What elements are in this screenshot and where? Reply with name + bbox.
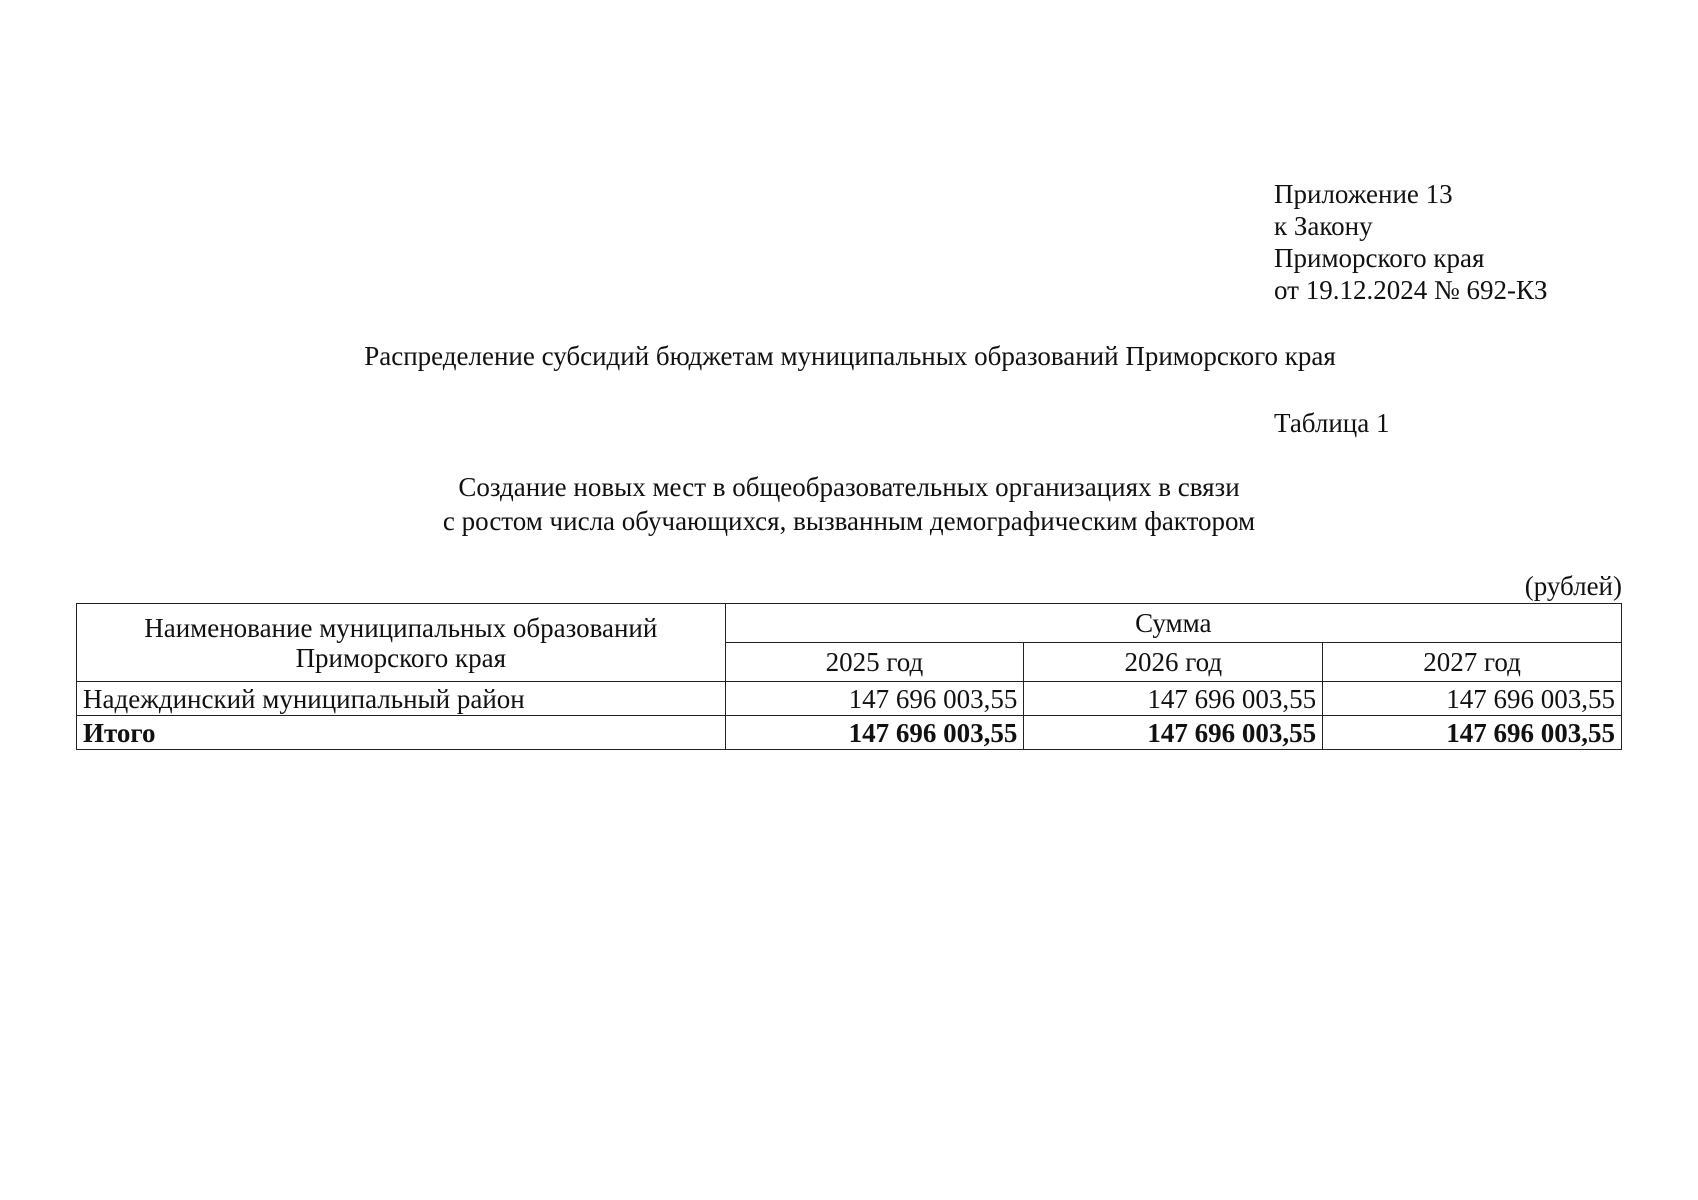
- document-title-text: Распределение субсидий бюджетам муниципальных образований Приморского края: [364, 341, 1336, 371]
- appendix-line-1: Приложение 13: [1274, 179, 1453, 209]
- row-value-2026: 147 696 003,55: [1024, 682, 1323, 716]
- header-name-line-2: Приморского края: [295, 642, 506, 673]
- table-row: [77, 682, 1622, 716]
- total-value-2026: 147 696 003,55: [1024, 716, 1323, 750]
- appendix-block: [1274, 178, 1547, 306]
- header-year-2027: 2027 год: [1323, 643, 1622, 682]
- units-label: (рублей): [1524, 571, 1622, 601]
- header-year-2025: 2025 год: [725, 643, 1024, 682]
- header-year-2026: 2026 год: [1024, 643, 1323, 682]
- table-title-line-1: Создание новых мест в общеобразовательных организациях в связи: [458, 472, 1240, 502]
- subsidy-table: [76, 603, 1622, 750]
- table-title-line-2: с ростом числа обучающихся, вызванным демографическим фактором: [442, 506, 1256, 536]
- appendix-line-3: Приморского края: [1274, 243, 1485, 273]
- document-title: [0, 340, 1698, 372]
- total-label: Итого: [77, 716, 726, 750]
- row-value-2025: 147 696 003,55: [725, 682, 1024, 716]
- appendix-line-4: от 19.12.2024 № 692-КЗ: [1274, 275, 1548, 305]
- row-value-2027: 147 696 003,55: [1323, 682, 1622, 716]
- total-value-2027: 147 696 003,55: [1323, 716, 1622, 750]
- header-municipality-name: [77, 604, 726, 682]
- appendix-line-2: к Закону: [1274, 211, 1373, 241]
- table-title: [0, 470, 1698, 538]
- row-municipality-name: Надеждинский муниципальный район: [77, 682, 726, 716]
- table-total-row: [77, 716, 1622, 750]
- header-sum: Сумма: [725, 604, 1621, 643]
- total-value-2025: 147 696 003,55: [725, 716, 1024, 750]
- header-name-line-1: Наименование муниципальных образований: [144, 612, 658, 643]
- table-header-row: [77, 604, 1622, 643]
- table-number: Таблица 1: [1274, 408, 1390, 438]
